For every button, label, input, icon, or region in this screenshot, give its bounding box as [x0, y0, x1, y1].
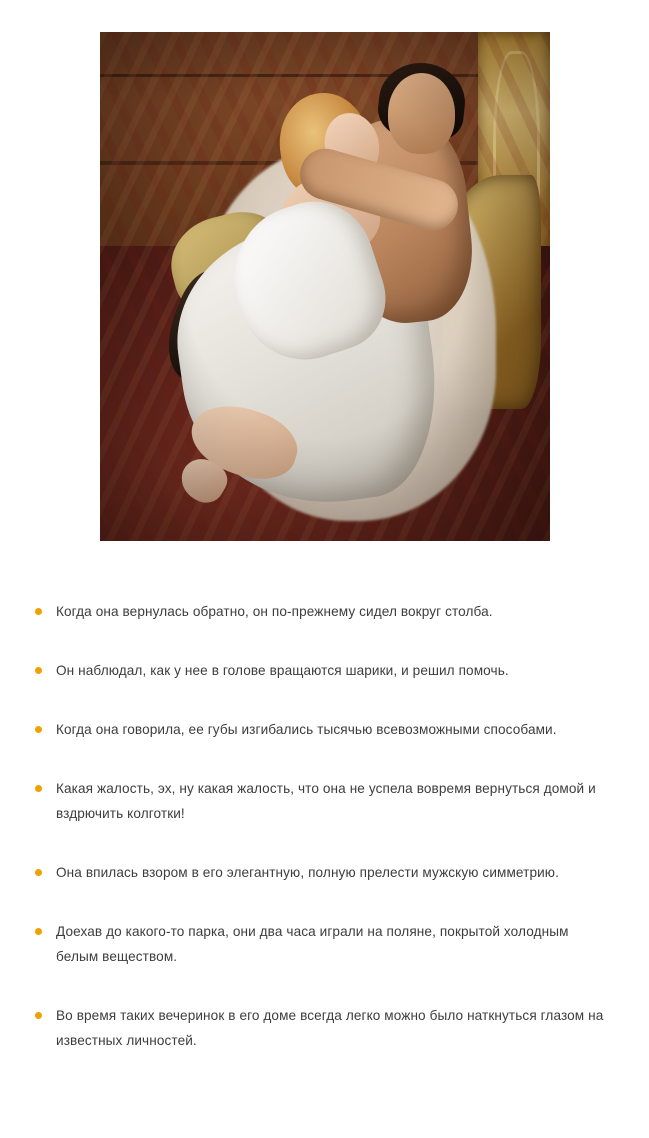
- bullet-icon: [35, 608, 42, 615]
- article-content: [0, 599, 649, 1093]
- list-item: [30, 1003, 619, 1053]
- list-item: [30, 658, 619, 683]
- illustration-figure: [100, 32, 550, 541]
- list-item: [30, 717, 619, 742]
- quotes-list: [30, 599, 619, 1053]
- list-item-text: Какая жалость, эх, ну какая жалость, что она не успела вовремя вернуться домой и вздрючить колготки!: [56, 781, 596, 821]
- list-item: [30, 599, 619, 624]
- painting-illustration: [100, 32, 550, 541]
- bullet-icon: [35, 928, 42, 935]
- list-item: [30, 919, 619, 969]
- bullet-icon: [35, 1012, 42, 1019]
- bullet-icon: [35, 785, 42, 792]
- list-item: [30, 860, 619, 885]
- bullet-icon: [35, 869, 42, 876]
- list-item-text: Он наблюдал, как у нее в голове вращаются шарики, и решил помочь.: [56, 663, 509, 678]
- list-item: [30, 776, 619, 826]
- bullet-icon: [35, 667, 42, 674]
- bullet-icon: [35, 726, 42, 733]
- list-item-text: Она впилась взором в его элегантную, полную прелести мужскую симметрию.: [56, 865, 559, 880]
- list-item-text: Во время таких вечеринок в его доме всегда легко можно было наткнуться глазом на известных личностей.: [56, 1008, 604, 1048]
- list-item-text: Доехав до какого-то парка, они два часа играли на поляне, покрытой холодным белым веществом.: [56, 924, 569, 964]
- list-item-text: Когда она говорила, ее губы изгибались тысячью всевозможными способами.: [56, 722, 557, 737]
- list-item-text: Когда она вернулась обратно, он по-прежнему сидел вокруг столба.: [56, 604, 493, 619]
- man-head: [388, 73, 456, 154]
